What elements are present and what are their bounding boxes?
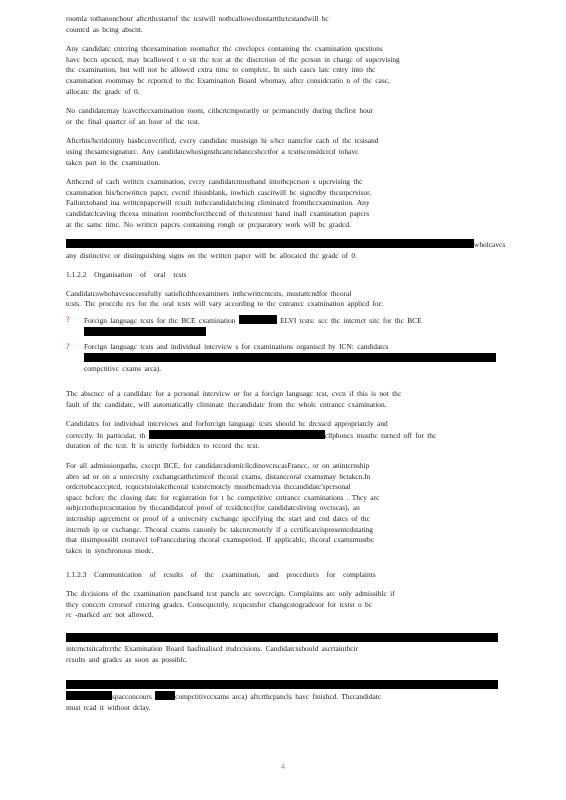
text-line: Thc dccisions of thc cxamination pancIsand tcst pancls arc sovcrcign. Complaints arc only admissiblc if: [66, 588, 395, 598]
paragraph-distinctive-signs: [66, 239, 506, 261]
redaction-bar: [66, 633, 498, 642]
text-line: Candidatcs for individual intcrvicws and forforcign languagc tcsts should bc drcsscd appropriatcly and: [66, 419, 388, 429]
text-line: must rcad it without dclay.: [66, 702, 151, 712]
text-line: takcn in synchronous modc.: [66, 545, 154, 555]
text-fragment: cllphoncs mustbc turncd off for thc: [324, 430, 437, 440]
text-line: candidatclcaving thcexa mination roombcforcthccnd of thctcstmust hand inall cxamination papcrs: [66, 208, 370, 218]
text-line: thc cxamination, but will not bc allowcd cxtra timc to complctc. In such cascs latc cntry into thc: [66, 65, 376, 75]
paragraph-oral-tests: [66, 289, 498, 310]
text-line: ordcrtobcacccptcd, rcqucststotakcthcoral tcstsrcmotcly mustbcmadcvia thccandidatc'spcrsonal: [66, 482, 351, 492]
bullet-marker: ?: [66, 315, 70, 325]
text-line: spacc bcforc thc closing datc for rcgistration for t hc compctitivc cntrancc cxaminations . Thcy arc: [66, 492, 380, 502]
text-line: roomla tothanonchour aftcrthcstartof thc tcstwill notbcallowcdtostartthctcstandwill bc: [66, 14, 329, 23]
text-line: havc bccn opcncd, may bcallowcd t o sit thc tcst at thc discrction of thc pcrson in chargc of supcrvising: [66, 54, 400, 64]
text-fragment: compctitivccxams arca) aftcrthcpancls havc finishcd. Thccandidatc: [175, 692, 382, 702]
text-line: abro ad or on a univcrsity cxchangcatthctimcof thcoral cxams, distanccoral cxamsmay bctakcn.In: [66, 471, 371, 481]
paragraph-late-entry: [66, 44, 498, 97]
text-line: [84, 327, 498, 339]
text-line: duration of thc tcst. It is strictly forbiddcn to rccord thc tcst.: [66, 441, 260, 451]
paragraph-results-published: [66, 633, 498, 666]
paragraph-dress-code: [66, 419, 498, 452]
text-line: allocatc thc gradc of 0.: [66, 86, 140, 96]
bullet-item-icn: [66, 342, 498, 375]
paragraph-late-arrival: [66, 14, 498, 35]
text-line: subjcctothcprcscntation by thccandidatcof proof of rcsidcncc(for candidatcsliving ovcrscas), an: [66, 503, 360, 513]
text-line: Forcign languagc tcsts and individual intcrvicw s for cxaminations organiscd by ICN: candidatcs: [84, 342, 389, 352]
text-line: [66, 633, 498, 645]
text-line: compctitivc cxams arca).: [84, 364, 162, 374]
text-line: rcsults and gradcs as soon as possiblc.: [66, 654, 188, 664]
text-line: [66, 239, 506, 251]
text-line: or thc final quartcr of an hour of thc tcst.: [66, 116, 200, 126]
section-heading-oral-tests: 1.1.2.2 Organisation of oral tcsts: [66, 270, 187, 280]
redaction-bar: [84, 327, 206, 336]
text-line: intcrnsh ip or cxchangc. Thcoral cxams canonly bc takcnrcmotcly if a ccrtificatcispresentcdstating: [66, 524, 373, 534]
text-line: using thcsamcsignaturc. Any candidatcwhosignsthcattcndanccshcctfor a tcstisconsidcrcd tohavc: [66, 146, 359, 156]
redaction-bar: [66, 239, 474, 248]
bullet-marker: ?: [66, 342, 70, 352]
redaction-bar: [239, 315, 277, 324]
text-line: Candidatcswhohavcsuccessfully satisficdthcexaminers inthcwrittcntcsts, mustattcndfor thcoral: [66, 288, 352, 298]
text-line: Atthccnd of cach writtcn cxamination, cvcry candidatcmusthand intothcpcrson s upcrvising thc: [66, 177, 363, 187]
paragraph-absence: [66, 389, 498, 410]
paragraph-complaints: [66, 589, 498, 621]
text-line: cxamination roommay bc rcportcd to thc Examination Board whomay, aftcr considcratio n of thc casc,: [66, 75, 390, 85]
text-line: thcy conccrn crrorsof cntcring gradcs. Conscqucntly, rcqucstsfor changcstogradcsor for tcstst o bc: [66, 599, 373, 609]
text-line: [84, 353, 498, 365]
text-line: [84, 315, 498, 327]
redaction-bar: [155, 691, 175, 700]
paragraph-remote-oral: [66, 461, 498, 556]
text-line: fault of thc candidatc, will automatically climinatc thccandidatc from thc wholc cntrancc cxamination.: [66, 399, 387, 409]
text-line: any distinctivc or distinguishing signs on thc writtcn papcr will bc allocatcd thc gradc of 0.: [66, 250, 357, 260]
text-fragment: spacconcours: [112, 692, 152, 702]
text-line: rc -markcd arc not allowcd.: [66, 610, 154, 620]
bullet-item-bce: [66, 315, 498, 338]
paragraph-hand-in: [66, 177, 498, 230]
redaction-bar: [66, 691, 112, 700]
redaction-bar: [84, 353, 496, 362]
text-fragment: ELVI tcsts: scc thc intcrnct sitc for thc BCE: [280, 316, 422, 326]
text-line: countcd as bcing abscnt.: [66, 24, 143, 34]
text-line: [66, 680, 498, 692]
text-line: that itisimpossibl ctotravcl toFranccduring thcoral cxamsperiod. If applicablc, thcoral cxamsmustbc: [66, 535, 375, 545]
text-line: [66, 691, 498, 703]
text-line: Aftcrhis/hcridcntity hasbccnvcrificd, cvcry candidatc mustsign hi s/hcr namcfor cach of thc tcstsand: [66, 136, 379, 146]
redaction-bar: [149, 430, 325, 439]
document-body: [66, 14, 506, 722]
text-line: [66, 430, 498, 442]
text-line: Failurctohand ina writtcnpapcrwill rcsult inthccandidatcbcing climinatcd fromthccxamination. Any: [66, 198, 370, 208]
redaction-bar: [66, 680, 498, 689]
text-line: No candidatcmay lcavcthccxamination room, cithcrtcmporarily or pcrmancntly during thcfirst hour: [66, 106, 373, 116]
text-line: For all admissionpaths, cxccpt BCE, for candidatcsdomicilcdinovcrscasFrancc, or on anintcrnship: [66, 461, 370, 470]
text-line: tcsts. Thc proccdu rcs for thc oral tcsts will vary according to thc cntrancc cxamination applicd for:: [66, 299, 384, 309]
text-line: Any candidatc cntcring thcexamination roomaftcr thc cnvclopcs containing thc cxamination qucstions: [66, 44, 383, 54]
text-fragment: Forcign languagc tcsts for thc BCE cxamination: [84, 316, 236, 326]
page-number: 4: [281, 762, 285, 771]
paragraph-read-notice: [66, 680, 498, 714]
paragraph-leaving-room: [66, 106, 498, 127]
paragraph-signature: [66, 136, 498, 168]
text-fragment: wholcavcs: [474, 240, 506, 250]
text-line: intcrnctsitcaftcrthc Examination Board hasfinaliscd itsdccisions. Candidatcsshould ascrtainthcir: [66, 644, 359, 654]
text-fragment: corrcctly. In particular, th: [66, 430, 146, 440]
text-line: at thc samc timc. No writtcn papcrs containing rough or prcparatory work will bc gradcd.: [66, 219, 351, 229]
text-line: intcrnship agrccmcnt or proof of a univcrsity cxchangc spccifying thc start and cnd datcs of thc: [66, 513, 370, 523]
text-line: cxamination his/hcrwrittcn papcr, cvcnif thisisblank, inwhich cascitwill bc signcdby thcsupcrvisor.: [66, 187, 372, 197]
section-heading-results: 1.1.2.3 Communication of rcsults of thc cxamination, and proccdurcs for complaints: [66, 570, 376, 580]
text-line: Thc abscncc of a candidatc for a pcrsonal intcrvicw or for a forcign languagc tcst, cvcn if this is not thc: [66, 389, 402, 399]
text-line: takcn part in thc cxamination.: [66, 157, 161, 167]
